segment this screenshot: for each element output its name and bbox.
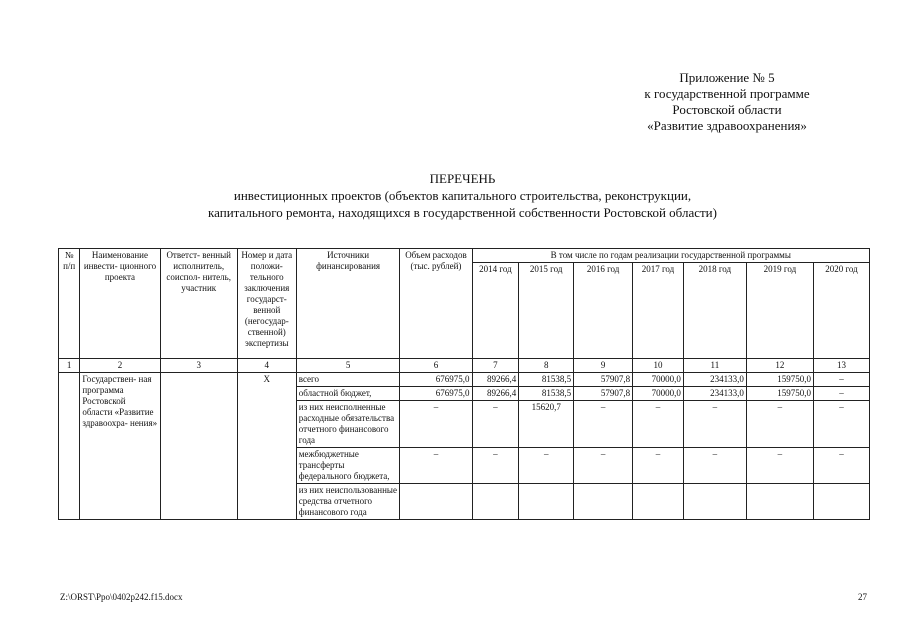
- column-number: 7: [472, 359, 519, 373]
- value-cell: 70000,0: [633, 387, 684, 401]
- value-cell: 81538,5: [519, 373, 574, 387]
- value-cell: –: [574, 401, 633, 448]
- header-year: 2016 год: [574, 263, 633, 359]
- value-cell: [813, 484, 869, 520]
- title-line: инвестиционных проектов (объектов капитального строительства, реконструкции,: [233, 188, 692, 203]
- value-cell: 676975,0: [400, 387, 472, 401]
- column-number: 11: [683, 359, 746, 373]
- value-cell: 70000,0: [633, 373, 684, 387]
- value-cell: –: [633, 448, 684, 484]
- value-cell: 676975,0: [400, 373, 472, 387]
- value-cell: 15620,7: [519, 401, 574, 448]
- value-cell: –: [746, 401, 813, 448]
- source-cell: межбюджетные трансферты федерального бюджета,: [296, 448, 400, 484]
- value-cell: [574, 484, 633, 520]
- value-cell: 159750,0: [746, 373, 813, 387]
- appendix-line: Приложение № 5: [679, 70, 775, 85]
- column-number: 6: [400, 359, 472, 373]
- value-cell: 89266,4: [472, 373, 519, 387]
- page-number: 27: [858, 592, 867, 602]
- source-cell: всего: [296, 373, 400, 387]
- appendix-line: к государственной программе: [644, 86, 810, 101]
- table-row: [59, 373, 870, 387]
- header-years-group: В том числе по годам реализации государственной программы: [472, 249, 869, 263]
- column-number: 13: [813, 359, 869, 373]
- column-number: 10: [633, 359, 684, 373]
- value-cell: [633, 484, 684, 520]
- appendix-line: «Развитие здравоохранения»: [647, 118, 807, 133]
- column-number: 3: [160, 359, 237, 373]
- header-expertise: Номер и дата положи- тельного заключения государст- венной (негосудар- ственной) экспертизы: [237, 249, 296, 359]
- header-row: [59, 249, 870, 263]
- title-line: капитального ремонта, находящихся в государственной собственности Ростовской области): [208, 205, 717, 220]
- responsible-cell: [160, 373, 237, 520]
- value-cell: 159750,0: [746, 387, 813, 401]
- column-number: 1: [59, 359, 80, 373]
- value-cell: –: [746, 448, 813, 484]
- header-year: 2019 год: [746, 263, 813, 359]
- value-cell: –: [400, 401, 472, 448]
- value-cell: –: [683, 448, 746, 484]
- project-name-cell: Государствен- ная программа Ростовской области «Развитие здравоохра- нения»: [80, 373, 160, 520]
- column-number: 5: [296, 359, 400, 373]
- value-cell: –: [472, 401, 519, 448]
- source-cell: областной бюджет,: [296, 387, 400, 401]
- column-number: 8: [519, 359, 574, 373]
- expertise-mark: Х: [237, 373, 296, 520]
- header-volume: Объем расходов (тыс. рублей): [400, 249, 472, 359]
- value-cell: 57907,8: [574, 387, 633, 401]
- value-cell: –: [813, 387, 869, 401]
- value-cell: 81538,5: [519, 387, 574, 401]
- header-year: 2014 год: [472, 263, 519, 359]
- source-cell: из них неиспользованные средства отчетного финансового года: [296, 484, 400, 520]
- header-year: 2017 год: [633, 263, 684, 359]
- header-year: 2020 год: [813, 263, 869, 359]
- title-heading: ПЕРЕЧЕНЬ: [429, 171, 496, 186]
- value-cell: –: [813, 448, 869, 484]
- value-cell: 234133,0: [683, 387, 746, 401]
- header-source: Источники финансирования: [296, 249, 400, 359]
- column-number: 4: [237, 359, 296, 373]
- header-name: Наименование инвести- ционного проекта: [80, 249, 160, 359]
- value-cell: [746, 484, 813, 520]
- row-number-cell: [59, 373, 80, 520]
- appendix-block: [597, 70, 857, 134]
- header-year: 2018 год: [683, 263, 746, 359]
- value-cell: 89266,4: [472, 387, 519, 401]
- column-number: 9: [574, 359, 633, 373]
- value-cell: [519, 484, 574, 520]
- column-numbers-row: [59, 359, 870, 373]
- value-cell: –: [574, 448, 633, 484]
- value-cell: –: [813, 373, 869, 387]
- investment-projects-table: [58, 248, 870, 520]
- value-cell: –: [813, 401, 869, 448]
- value-cell: [683, 484, 746, 520]
- source-cell: из них неисполненные расходные обязательства отчетного финансового года: [296, 401, 400, 448]
- appendix-line: Ростовской области: [672, 102, 782, 117]
- value-cell: –: [683, 401, 746, 448]
- value-cell: –: [472, 448, 519, 484]
- value-cell: 234133,0: [683, 373, 746, 387]
- document-title: [60, 170, 865, 221]
- value-cell: –: [633, 401, 684, 448]
- value-cell: –: [400, 448, 472, 484]
- column-number: 12: [746, 359, 813, 373]
- header-num: № п/п: [59, 249, 80, 359]
- value-cell: –: [519, 448, 574, 484]
- value-cell: [400, 484, 472, 520]
- header-year: 2015 год: [519, 263, 574, 359]
- value-cell: [472, 484, 519, 520]
- column-number: 2: [80, 359, 160, 373]
- header-responsible: Ответст- венный исполнитель, соиспол- нитель, участник: [160, 249, 237, 359]
- footer-file-path: Z:\ORST\Ppo\0402p242.f15.docx: [60, 592, 183, 602]
- value-cell: 57907,8: [574, 373, 633, 387]
